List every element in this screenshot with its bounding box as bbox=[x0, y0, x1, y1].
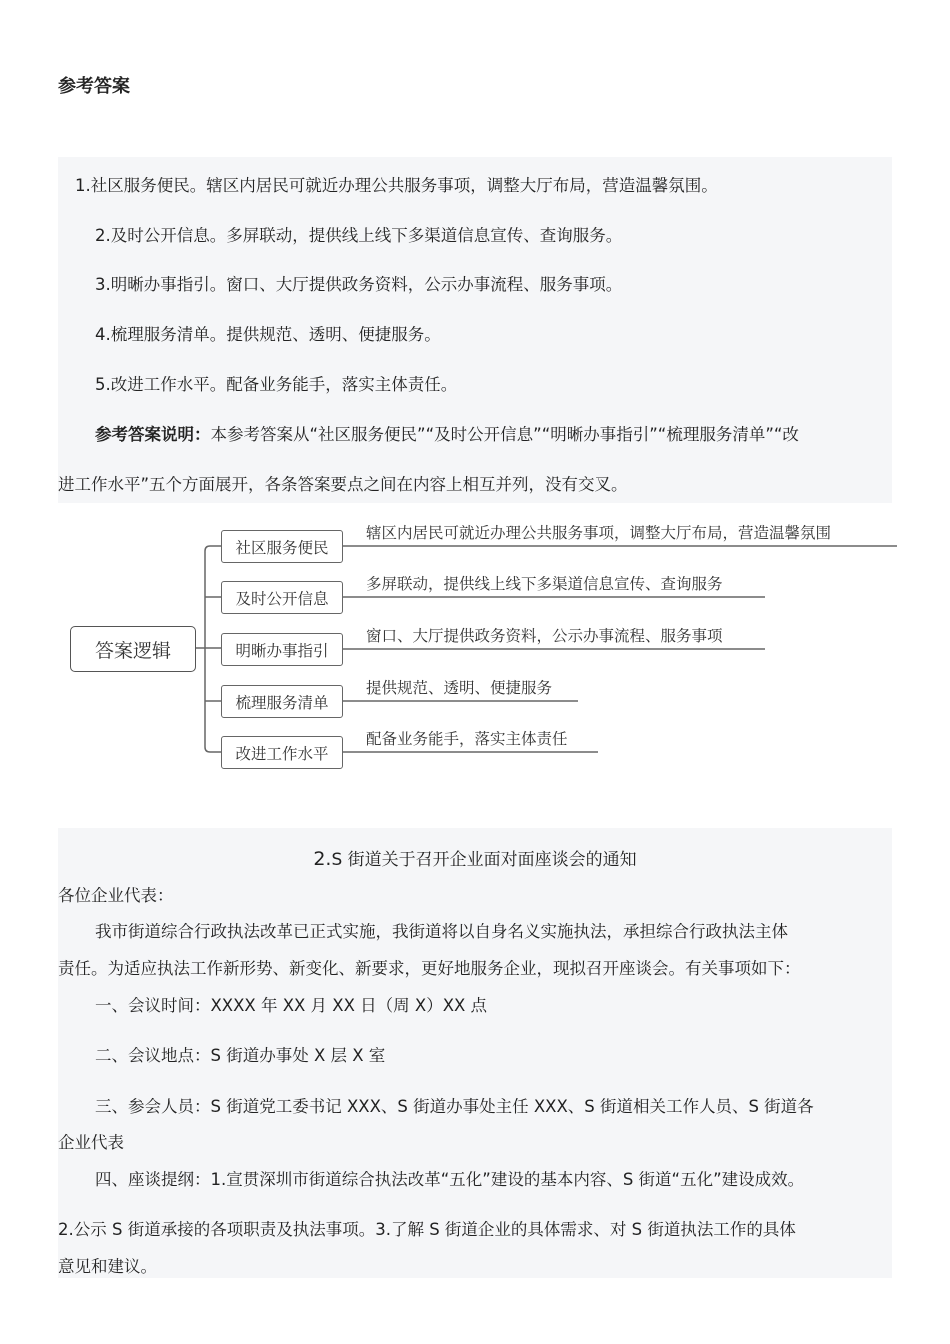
mindmap-node: 社区服务便民 bbox=[221, 530, 343, 563]
note-label: 参考答案说明： bbox=[95, 425, 211, 444]
notice-salutation: 各位企业代表： bbox=[58, 886, 174, 905]
notice-outline: 四、座谈提纲：1.宣贯深圳市街道综合执法改革“五化”建设的基本内容、S 街道“五化”建设成效。 bbox=[95, 1170, 805, 1189]
note-text: 本参考答案从“社区服务便民”“及时公开信息”“明晰办事指引”“梳理服务清单”“改 bbox=[210, 425, 799, 444]
answer-note-cont: 进工作水平”五个方面展开，各条答案要点之间在内容上相互并列，没有交叉。 bbox=[58, 475, 628, 494]
mindmap-node: 明晰办事指引 bbox=[221, 633, 343, 666]
notice-title-number: 2. bbox=[313, 848, 332, 870]
notice-attendees: 三、参会人员：S 街道党工委书记 XXX、S 街道办事处主任 XXX、S 街道相关工作人员、S 街道各 bbox=[95, 1097, 814, 1116]
notice-place: 二、会议地点：S 街道办事处 X 层 X 室 bbox=[95, 1046, 386, 1065]
mindmap-leaf: 窗口、大厅提供政务资料，公示办事流程、服务事项 bbox=[366, 627, 723, 645]
notice-time: 一、会议时间：XXXX 年 XX 月 XX 日（周 X）XX 点 bbox=[95, 996, 488, 1015]
notice-outline-cont: 2.公示 S 街道承接的各项职责及执法事项。3.了解 S 街道企业的具体需求、对 S 街道执法工作的具体 bbox=[58, 1220, 796, 1239]
bracket-line bbox=[205, 546, 221, 752]
notice-outline-cont: 意见和建议。 bbox=[58, 1257, 157, 1276]
mindmap-root: 答案逻辑 bbox=[70, 626, 196, 672]
notice-attendees-cont: 企业代表 bbox=[58, 1133, 124, 1152]
mindmap-node: 及时公开信息 bbox=[221, 581, 343, 614]
notice-paragraph: 我市街道综合行政执法改革已正式实施，我街道将以自身名义实施执法，承担综合行政执法主体 bbox=[95, 922, 788, 941]
mindmap-node: 梳理服务清单 bbox=[221, 685, 343, 718]
mindmap-leaf: 多屏联动，提供线上线下多渠道信息宣传、查询服务 bbox=[366, 575, 723, 593]
answer-point: 4.梳理服务清单。提供规范、透明、便捷服务。 bbox=[95, 325, 441, 344]
mindmap-node: 改进工作水平 bbox=[221, 736, 343, 769]
answer-point: 3.明晰办事指引。窗口、大厅提供政务资料，公示办事流程、服务事项。 bbox=[95, 275, 623, 294]
answer-point: 1.社区服务便民。辖区内居民可就近办理公共服务事项，调整大厅布局，营造温馨氛围。 bbox=[75, 176, 718, 195]
mindmap-leaf: 提供规范、透明、便捷服务 bbox=[366, 679, 553, 697]
notice-title bbox=[0, 845, 950, 870]
answer-point: 5.改进工作水平。配备业务能手，落实主体责任。 bbox=[95, 375, 458, 394]
mindmap-leaf: 辖区内居民可就近办理公共服务事项，调整大厅布局，营造温馨氛围 bbox=[366, 524, 832, 542]
section-heading: 参考答案 bbox=[58, 76, 130, 97]
notice-paragraph-cont: 责任。为适应执法工作新形势、新变化、新要求，更好地服务企业，现拟召开座谈会。有关事项如下： bbox=[58, 959, 801, 978]
answer-point: 2.及时公开信息。多屏联动，提供线上线下多渠道信息宣传、查询服务。 bbox=[95, 226, 623, 245]
mindmap-leaf: 配备业务能手，落实主体责任 bbox=[366, 730, 568, 748]
notice-title-text: S 街道关于召开企业面对面座谈会的通知 bbox=[331, 850, 637, 870]
